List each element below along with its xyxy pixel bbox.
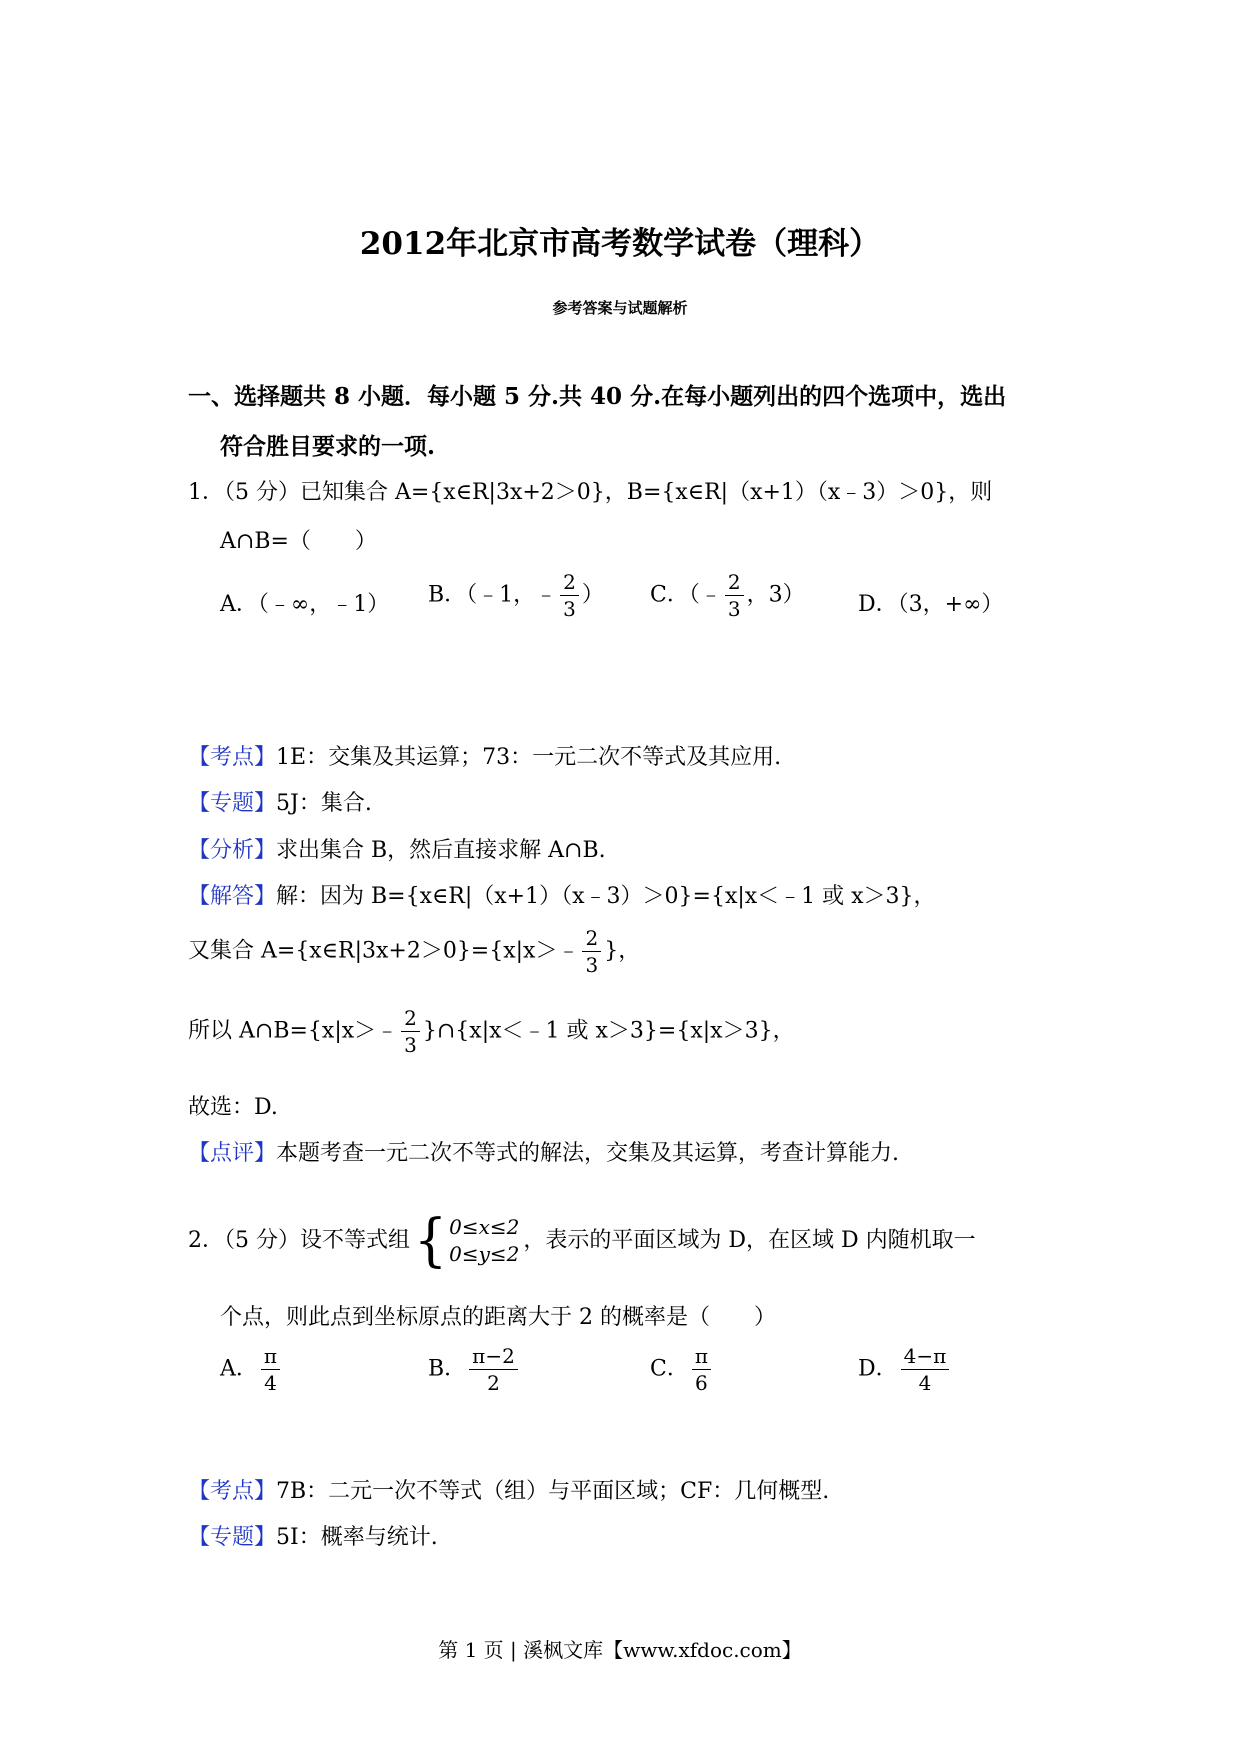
left-brace-icon: { (414, 1208, 448, 1274)
section-heading-line2: 符合胜目要求的一项. (220, 433, 436, 460)
jieda-text-line3-prefix: 所以 A∩B={x|x＞﹣ (188, 1018, 399, 1044)
fraction-denominator: 4 (918, 1371, 932, 1395)
q2-kaodian (188, 1474, 829, 1505)
page-title: 2012年北京市高考数学试卷（理科） (359, 226, 881, 262)
page-footer: 第 1 页 | 溪枫文库【www.xfdoc.com】 (438, 1638, 802, 1662)
zhuanti-tag: 【专题】 (188, 791, 277, 816)
q1-jieda-line3 (188, 1008, 795, 1055)
q1-zhuanti (188, 786, 372, 817)
fraction (901, 1346, 950, 1393)
kaodian-tag: 【考点】 (188, 745, 277, 770)
q1-jieda-line4: 故选：D. (188, 1095, 278, 1120)
q2-option-a (220, 1346, 283, 1393)
dianping-tag: 【点评】 (188, 1141, 277, 1166)
zhuanti-text: 5J：集合. (276, 791, 372, 816)
q1-option-c-prefix: C．（﹣ (650, 582, 722, 608)
fraction (560, 572, 579, 619)
fraction (469, 1346, 518, 1393)
q2-option-d (858, 1346, 952, 1393)
q1-kaodian (188, 740, 781, 771)
fraction-numerator: 2 (560, 572, 579, 596)
kaodian-text: 1E：交集及其运算；73：一元二次不等式及其应用. (276, 745, 782, 770)
q2-option-b-label: B． (428, 1356, 467, 1382)
q1-option-c (650, 572, 805, 619)
q1-option-b-prefix: B．（﹣1，﹣ (428, 582, 558, 608)
fraction-denominator: 2 (487, 1371, 500, 1395)
zhuanti-text: 5I：概率与统计. (276, 1525, 438, 1550)
fraction-numerator: 2 (725, 572, 744, 596)
inequality-row-1: 0≤x≤2 (449, 1215, 520, 1239)
q2-stem-suffix: ，表示的平面区域为 D，在区域 D 内随机取一 (523, 1228, 976, 1253)
q2-stem-prefix: 2．（5 分）设不等式组 (188, 1228, 410, 1253)
fraction-numerator: π−2 (469, 1346, 518, 1370)
fraction-denominator: 6 (695, 1371, 708, 1395)
q1-option-b (428, 572, 604, 619)
q1-fenxi (188, 833, 606, 864)
q2-option-a-label: A． (220, 1356, 258, 1382)
q1-dianping (188, 1136, 899, 1167)
fraction-denominator: 3 (585, 953, 599, 977)
jieda-text-line2-suffix: }， (604, 938, 641, 964)
q1-stem-line1: 1．（5 分）已知集合 A={x∈R|3x+2＞0}，B={x∈R|（x+1）（x﹣3）＞0}，则 (188, 480, 993, 505)
fraction-denominator: 3 (404, 1033, 417, 1057)
fenxi-text: 求出集合 B，然后直接求解 A∩B. (276, 838, 606, 863)
q2-option-c (650, 1346, 714, 1393)
q1-option-a: A．（﹣∞，﹣1） (220, 592, 390, 617)
q1-stem-line2: A∩B=（ ） (220, 529, 377, 554)
q1-option-b-suffix: ） (581, 582, 604, 608)
fraction-numerator: 2 (582, 928, 601, 952)
fraction (582, 928, 601, 975)
q2-zhuanti (188, 1520, 438, 1551)
kaodian-tag: 【考点】 (188, 1479, 277, 1504)
fraction-denominator: 3 (563, 597, 576, 621)
fraction-numerator: 4−π (901, 1346, 950, 1370)
q1-jieda (188, 879, 936, 910)
fraction-numerator: 2 (401, 1008, 420, 1032)
q2-option-c-label: C． (650, 1356, 689, 1382)
jieda-text-line2-prefix: 又集合 A={x∈R|3x+2＞0}={x|x＞﹣ (188, 938, 580, 964)
kaodian-text: 7B：二元一次不等式（组）与平面区域；CF：几何概型. (276, 1479, 830, 1504)
q2-option-d-label: D． (858, 1356, 898, 1382)
fraction (692, 1346, 711, 1393)
inequality-system (414, 1208, 520, 1274)
fenxi-tag: 【分析】 (188, 838, 277, 863)
jieda-tag: 【解答】 (188, 884, 277, 909)
q2-stem-line2: 个点，则此点到坐标原点的距离大于 2 的概率是（ ） (220, 1305, 776, 1330)
jieda-text-line1: 解：因为 B={x∈R|（x+1）（x﹣3）＞0}={x|x＜﹣1 或 x＞3}， (276, 884, 936, 909)
jieda-text-line3-suffix: }∩{x|x＜﹣1 或 x＞3}={x|x＞3}， (422, 1018, 795, 1044)
q1-option-c-suffix: ，3） (746, 582, 805, 608)
q1-option-d: D．（3，+∞） (858, 592, 1004, 617)
fraction-numerator: π (692, 1346, 711, 1370)
q2-stem-line1 (188, 1208, 976, 1274)
q1-jieda-line2 (188, 928, 640, 975)
fraction-denominator: 3 (727, 597, 741, 621)
inequality-row-2: 0≤y≤2 (449, 1242, 520, 1266)
fraction-denominator: 4 (264, 1371, 277, 1395)
dianping-text: 本题考查一元二次不等式的解法，交集及其运算，考查计算能力. (276, 1141, 900, 1166)
section-heading-line1: 一、选择题共 8 小题．每小题 5 分.共 40 分.在每小题列出的四个选项中，选出 (188, 383, 1007, 410)
q2-option-b (428, 1346, 521, 1393)
zhuanti-tag: 【专题】 (188, 1525, 277, 1550)
page-subtitle: 参考答案与试题解析 (552, 299, 688, 317)
fraction (261, 1346, 280, 1393)
fraction-numerator: π (261, 1346, 280, 1370)
fraction (725, 572, 744, 619)
fraction (401, 1008, 420, 1055)
